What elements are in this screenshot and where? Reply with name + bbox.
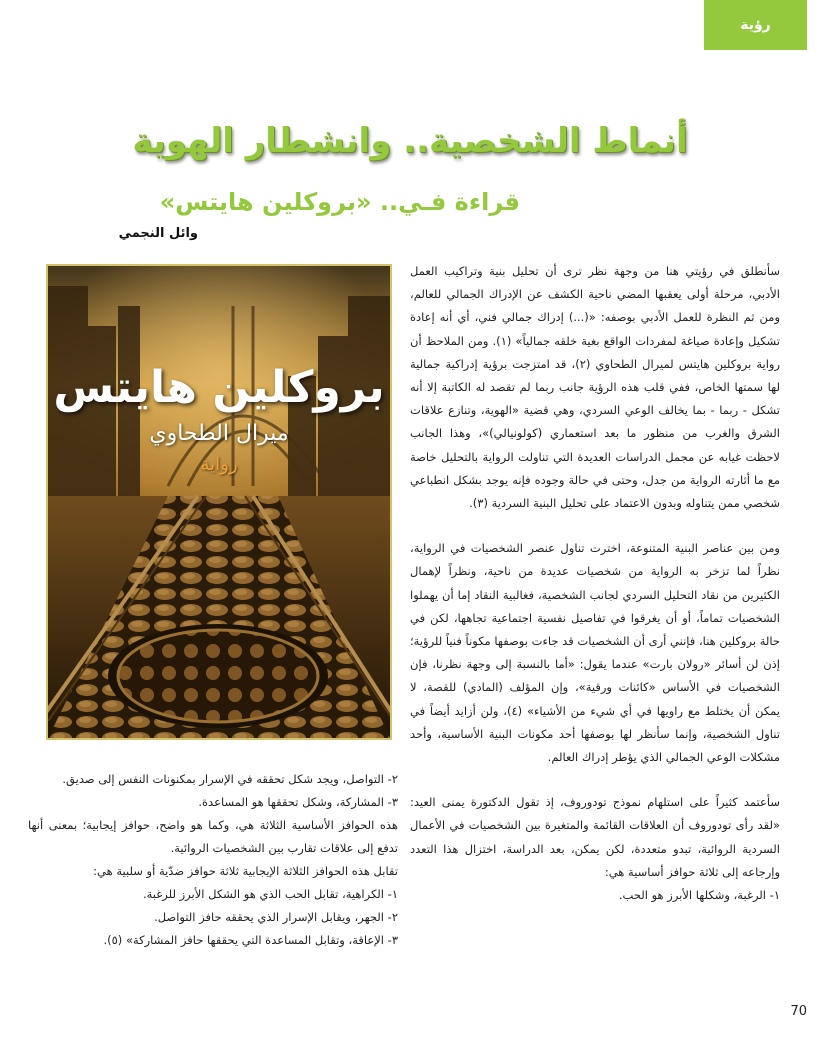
paragraph: هذه الحوافز الأساسية الثلاثة هي، وكما هو واضح، حوافز إيجابية؛ بمعنى أنها تدفع إلى علاقات تقارب بين الشخصيات الروائية. xyxy=(28,818,398,855)
page-title: أنماط الشخصية.. وانشطار الهوية xyxy=(132,120,688,161)
paragraph: سأعتمد كثيراً على استلهام نموذج تودوروف، إذ تقول الدكتورة يمنى العيد: «لقد رأى تودوروف أن العلاقات القائمة والمتغيرة بين الشخصيات في الأعمال السردية الروائية، تبدو متعددة، لكن يمكن، بعد الدراسة، اختزال هذا التعدد وإرجاعه إلى ثلاثة حوافز أساسية هي: xyxy=(410,795,780,879)
list-item: ٢- التواصل، ويجد شكل تحققه في الإسرار بمكنونات النفس إلى صديق. xyxy=(62,772,398,786)
list-item: ١- الكراهية، تقابل الحب الذي هو الشكل الأبرز للرغبة. xyxy=(142,887,398,901)
list-item: ٣- الإعاقة، وتقابل المساعدة التي يحققها حافز المشاركة» (٥). xyxy=(103,933,398,947)
cover-book-title: بروكلين هايتس xyxy=(53,362,385,413)
article-column-left xyxy=(28,768,398,952)
book-cover-image xyxy=(46,264,392,740)
article-column-right xyxy=(410,260,780,907)
page-subtitle: قراءة فـي.. «بروكلين هايتس» xyxy=(159,187,520,216)
paragraph: ومن بين عناصر البنية المتنوعة، اخترت تناول عنصر الشخصيات في الرواية، نظراً لما تزخر به الرواية من شخصيات عديدة من ناحية، ونظراً لإهمال الكثيرين من نقاد التحليل السردي لجانب الشخصية، فغالبية النقاد إما أن يهملوا الشخصيات تماماً، أو أن يغرقوا في تفاصيل نفسية اجتماعية تجاهها، لكن في حالة بروكلين هنا، فإنني أرى أن الشخصيات قد جاءت بوصفها مكوناً فنياً للرؤية؛ إذن لن أسائر «رولان بارت» عندما يقول: «أما بالنسبة إلى وجهة نظرنا، فإن الشخصيات في الأساس «كائنات ورقية»، وإن المؤلف (المادي) للقصة، لا يمكن أن يختلط مع راويها في أي شيء من الأشياء» (٤)، ولن أزايد أيضاً في تناول الشخصية، وإنما سأنظر لها بوصفها أحد مكونات البنية الأساسية، وأحد مشكلات الوعي الجمالي الذي يؤطر إدراك العالم. xyxy=(410,541,780,765)
page-number: 70 xyxy=(790,1004,807,1019)
list-item: ٣- المشاركة، وشكل تحققها هو المساعدة. xyxy=(198,795,398,809)
section-tab: رؤية xyxy=(704,0,807,50)
book-cover-illustration xyxy=(48,266,390,738)
cover-label: رواية xyxy=(200,454,238,475)
author-name: وائل النجمي xyxy=(118,226,198,241)
list-item: ١- الرغبة، وشكلها الأبرز هو الحب. xyxy=(618,888,780,903)
list-item: ٢- الجهر، ويقابل الإسرار الذي يحققه حافز التواصل. xyxy=(154,910,398,924)
cover-book-author: ميرال الطحاوي xyxy=(149,421,289,446)
paragraph: سأنطلق في رؤيتي هنا من وجهة نظر ترى أن تحليل بنية وتراكيب العمل الأدبي، مرحلة أولى يعقبها المضي ناحية الكشف عن الإدراك الجمالي للعالم، ومن ثم النظرة للعمل الأدبي بوصفه: «(...) إدراك جمالي فني، أي أنه إعادة تشكيل وإعادة صياغة لمفردات الواقع بغية خلقه جمالياً» (١). ومن الملاحظ أن رواية بروكلين هايتس لميرال الطحاوي (٢)، قد امتزجت برؤية إدراكية جمالية لها سمتها الخاص، ففي قلب هذه الرؤية جانب ربما لم تقصد له الكاتبة إلا أنه تشكل - ربما - بما يخالف الوعي السردي، وهي قضية «الهوية، وتنازع علاقات الشرق والغرب من منظور ما بعد استعماري (كولونيالي)»، وهذا الجانب لاحظت غيابه عن مجمل الدراسات العديدة التي تناولت الرواية بالتحليل خاصة مع ما أثارته الرواية من جدل، وحتى في حالة وجوده فإنه يوجد بشكل انطباعي شخصي ممن يتناوله وبدون الاعتماد على تحليل البنية السردية (٣). xyxy=(410,264,781,511)
paragraph: تقابل هذه الحوافز الثلاثة الإيجابية ثلاثة حوافز ضدّية أو سلبية هي: xyxy=(93,864,398,878)
